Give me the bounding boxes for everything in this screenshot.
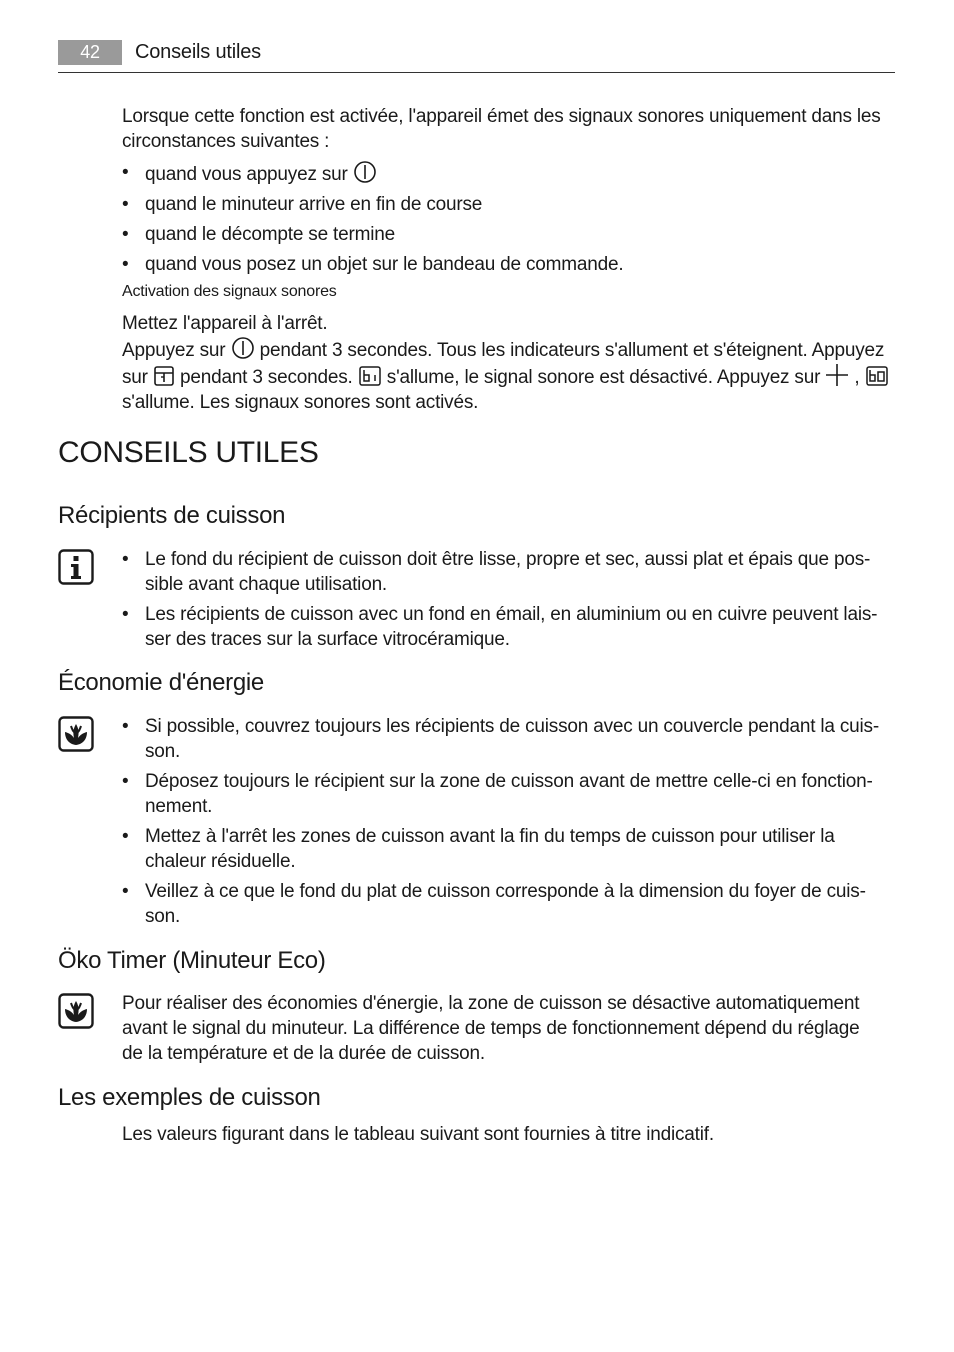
list-item	[122, 252, 894, 277]
exemples-paragraph: Les valeurs figurant dans le tableau suivant sont fournies à titre indicatif.	[122, 1124, 714, 1145]
text-line: sible avant chaque utilisation.	[145, 574, 388, 595]
list-item	[122, 769, 894, 819]
activation-line-4: s'allume. Les signaux sonores sont activés.	[122, 392, 479, 413]
activation-line-3	[122, 363, 894, 390]
list-item-text	[145, 602, 894, 652]
activation-paragraph	[122, 311, 894, 415]
text-line: Pour réaliser des économies d'énergie, la zone de cuisson se désactive automatiquement	[122, 993, 860, 1014]
list-item	[122, 547, 894, 597]
text-run: Appuyez sur	[122, 340, 226, 361]
page-header	[58, 40, 895, 73]
list-item	[122, 602, 894, 652]
activation-heading: Activation des signaux sonores	[122, 283, 337, 300]
bullet: •	[122, 194, 129, 215]
text-line: chaleur résiduelle.	[145, 851, 296, 872]
bullet: •	[122, 549, 129, 570]
list-item-text	[145, 824, 894, 874]
text-line: Le fond du récipient de cuisson doit être lisse, propre et sec, aussi plat et épais que pos-	[145, 549, 871, 570]
section-title-oko: Öko Timer (Minuteur Eco)	[58, 947, 326, 974]
text-run: ,	[854, 367, 860, 388]
page-number: 42	[58, 40, 122, 65]
section-title-economie: Économie d'énergie	[58, 669, 264, 696]
activation-line-1: Mettez l'appareil à l'arrêt.	[122, 313, 328, 334]
eco-flower-icon	[58, 993, 94, 1029]
intro-bullets	[122, 160, 894, 282]
list-item	[122, 192, 894, 217]
list-item-text: quand vous appuyez sur	[145, 164, 348, 185]
list-item	[122, 714, 894, 764]
list-item	[122, 824, 894, 874]
list-item-text: quand vous posez un objet sur le bandeau de commande.	[145, 254, 624, 275]
recipients-bullets	[122, 547, 894, 657]
text-line: Veillez à ce que le fond du plat de cuisson corresponde à la dimension du foyer de cuis-	[145, 881, 866, 902]
bullet: •	[122, 224, 129, 245]
bullet: •	[122, 254, 129, 275]
text-line: Si possible, couvrez toujours les récipients de cuisson avec un couvercle pendant la cuis-	[145, 716, 879, 737]
list-item-text	[145, 769, 894, 819]
b-off-display-icon	[358, 365, 382, 387]
bullet: •	[122, 881, 129, 902]
text-line: de la température et de la durée de cuisson.	[122, 1043, 485, 1064]
eco-flower-icon	[58, 716, 94, 752]
economie-bullets	[122, 714, 894, 934]
text-line: nement.	[145, 796, 213, 817]
main-title: CONSEILS UTILES	[58, 436, 319, 469]
list-item-text	[145, 714, 894, 764]
power-icon	[231, 336, 255, 360]
section-title-exemples: Les exemples de cuisson	[58, 1084, 321, 1111]
intro-paragraph: Lorsque cette fonction est activée, l'appareil émet des signaux sonores uniquement dans les circonstances suivantes :	[122, 106, 881, 152]
text-run: pendant 3 secondes. Tous les indicateurs s'allument et s'éteignent. Appuyez	[259, 340, 885, 361]
list-item	[122, 160, 894, 187]
plus-icon	[825, 363, 849, 387]
list-item-text	[145, 879, 894, 929]
list-item	[122, 879, 894, 929]
bullet: •	[122, 162, 129, 183]
list-item-text: quand le décompte se termine	[145, 224, 396, 245]
section-title-recipients: Récipients de cuisson	[58, 502, 286, 529]
list-item	[122, 222, 894, 247]
text-line: ser des traces sur la surface vitrocéramique.	[145, 629, 510, 650]
text-run: pendant 3 secondes.	[179, 367, 353, 388]
text-run: sur	[122, 367, 148, 388]
power-icon	[353, 160, 377, 184]
oko-paragraph	[122, 991, 894, 1066]
timer-lock-icon	[153, 365, 175, 387]
bullet: •	[122, 826, 129, 847]
text-line: son.	[145, 741, 181, 762]
text-line: Déposez toujours le récipient sur la zone de cuisson avant de mettre celle-ci en fonction-	[145, 771, 873, 792]
text-line: Mettez à l'arrêt les zones de cuisson avant la fin du temps de cuisson pour utiliser la	[145, 826, 835, 847]
b0-display-icon	[865, 365, 889, 387]
text-line: Les récipients de cuisson avec un fond en émail, en aluminium ou en cuivre peuvent lais-	[145, 604, 878, 625]
bullet: •	[122, 771, 129, 792]
header-title: Conseils utiles	[135, 41, 261, 63]
bullet: •	[122, 604, 129, 625]
info-icon	[58, 549, 94, 585]
text-line: avant le signal du minuteur. La différence de temps de fonctionnement dépend du réglage	[122, 1018, 860, 1039]
list-item-text: quand le minuteur arrive en fin de course	[145, 194, 483, 215]
text-run: s'allume, le signal sonore est désactivé. Appuyez sur	[386, 367, 821, 388]
list-item-text	[145, 547, 894, 597]
text-line: son.	[145, 906, 181, 927]
activation-line-2	[122, 336, 894, 363]
bullet: •	[122, 716, 129, 737]
